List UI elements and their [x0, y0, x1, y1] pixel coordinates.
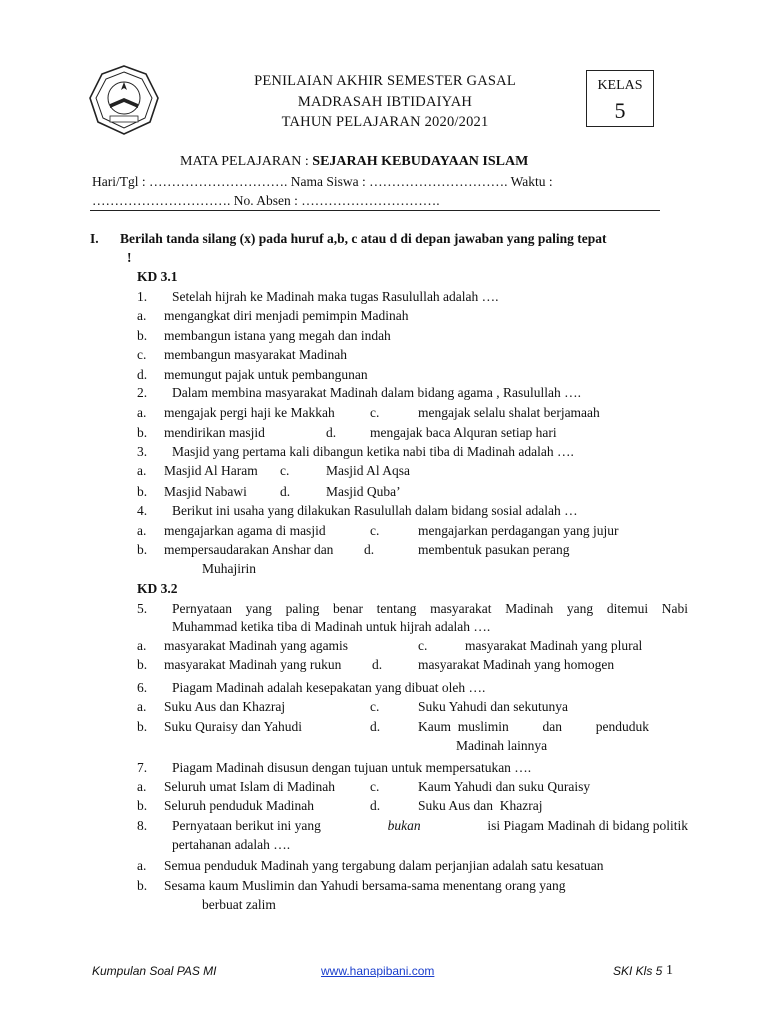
- q1-b-label: b.: [137, 328, 148, 343]
- section-instruction: Berilah tanda silang (x) pada huruf a,b, c atau d di depan jawaban yang paling tepat: [120, 231, 607, 246]
- q3-d-label: d.: [280, 484, 291, 499]
- q5-b-label: b.: [137, 657, 148, 672]
- q6-a: Suku Aus dan Khazraj: [164, 699, 286, 714]
- madrasah-logo: [88, 64, 160, 136]
- q8-text-line-2: pertahanan adalah ….: [172, 837, 291, 852]
- q8-b-continued: berbuat zalim: [202, 897, 276, 912]
- q5-a-label: a.: [137, 638, 147, 653]
- q1-c-label: c.: [137, 347, 147, 362]
- kelas-value: 5: [614, 98, 626, 123]
- footer-right: SKI Kls 5: [613, 964, 663, 978]
- q6-number: 6.: [137, 680, 148, 695]
- q3-text: Masjid yang pertama kali dibangun ketika nabi tiba di Madinah adalah ….: [172, 444, 574, 459]
- q4-number: 4.: [137, 503, 148, 518]
- q4-text: Berikut ini usaha yang dilakukan Rasulullah dalam bidang sosial adalah …: [172, 503, 578, 518]
- q5-text-line-1: Pernyataan yang paling benar tentang masyarakat Madinah yang ditemui Nabi: [172, 601, 688, 616]
- q1-a-label: a.: [137, 308, 147, 323]
- q2-b-label: b.: [137, 425, 148, 440]
- q4-a: mengajarkan agama di masjid: [164, 523, 326, 538]
- q5-c-label: c.: [418, 638, 428, 653]
- q7-c: Kaum Yahudi dan suku Quraisy: [418, 779, 591, 794]
- q2-a-label: a.: [137, 405, 147, 420]
- q7-number: 7.: [137, 760, 148, 775]
- q1-b: membangun istana yang megah dan indah: [164, 328, 391, 343]
- q1-d-label: d.: [137, 367, 148, 382]
- q3-a-label: a.: [137, 463, 147, 478]
- q3-c: Masjid Al Aqsa: [326, 463, 411, 478]
- q3-a: Masjid Al Haram: [164, 463, 258, 478]
- q2-b: mendirikan masjid: [164, 425, 265, 440]
- q6-text: Piagam Madinah adalah kesepakatan yang dibuat oleh ….: [172, 680, 486, 695]
- q7-b: Seluruh penduduk Madinah: [164, 798, 314, 813]
- q8-b: Sesama kaum Muslimin dan Yahudi bersama-sama menentang orang yang: [164, 878, 566, 893]
- q2-c: mengajak selalu shalat berjamaah: [418, 405, 600, 420]
- q5-text-line-2: Muhammad ketika tiba di Madinah untuk hijrah adalah ….: [172, 619, 491, 634]
- q1-d: memungut pajak untuk pembangunan: [164, 367, 368, 382]
- q6-c-label: c.: [370, 699, 380, 714]
- q8-text-pre: Pernyataan berikut ini yang: [172, 818, 321, 833]
- q3-d: Masjid Quba’: [326, 484, 401, 499]
- q7-text: Piagam Madinah disusun dengan tujuan untuk mempersatukan ….: [172, 760, 532, 775]
- q4-b-continued: Muhajirin: [202, 561, 256, 576]
- q2-number: 2.: [137, 385, 148, 400]
- q6-d-continued: Madinah lainnya: [456, 738, 548, 753]
- q1-c: membangun masyarakat Madinah: [164, 347, 347, 362]
- q5-d: masyarakat Madinah yang homogen: [418, 657, 615, 672]
- info-line-2: …………………………. No. Absen : ………………………….: [92, 193, 440, 208]
- kd-3-1: KD 3.1: [137, 269, 178, 284]
- header-line-1: PENILAIAN AKHIR SEMESTER GASAL: [254, 73, 516, 89]
- q4-b-label: b.: [137, 542, 148, 557]
- subject-line: [180, 154, 528, 170]
- q8-b-label: b.: [137, 878, 148, 893]
- q4-a-label: a.: [137, 523, 147, 538]
- q7-a: Seluruh umat Islam di Madinah: [164, 779, 335, 794]
- q7-d: Suku Aus dan Khazraj: [418, 798, 543, 813]
- q1-number: 1.: [137, 289, 148, 304]
- section-instruction-end: !: [127, 250, 132, 265]
- q5-c: masyarakat Madinah yang plural: [465, 638, 643, 653]
- q4-c-label: c.: [370, 523, 380, 538]
- q7-a-label: a.: [137, 779, 147, 794]
- q3-c-label: c.: [280, 463, 290, 478]
- q4-b: mempersaudarakan Anshar dan: [164, 542, 334, 557]
- q4-d-label: d.: [364, 542, 375, 557]
- info-line-1: Hari/Tgl : …………………………. Nama Siswa : …………………………. Waktu :: [92, 174, 553, 189]
- q8-a-label: a.: [137, 858, 147, 873]
- q5-d-label: d.: [372, 657, 383, 672]
- kelas-box: [586, 70, 654, 127]
- q7-c-label: c.: [370, 779, 380, 794]
- q2-d-label: d.: [326, 425, 337, 440]
- q8-text-post: isi Piagam Madinah di bidang politik: [487, 818, 688, 833]
- q6-a-label: a.: [137, 699, 147, 714]
- q6-b-label: b.: [137, 719, 148, 734]
- q5-b: masyarakat Madinah yang rukun: [164, 657, 342, 672]
- q6-b: Suku Quraisy dan Yahudi: [164, 719, 303, 734]
- q7-b-label: b.: [137, 798, 148, 813]
- q8-a: Semua penduduk Madinah yang tergabung dalam perjanjian adalah satu kesatuan: [164, 858, 604, 873]
- subject-name: SEJARAH KEBUDAYAAN ISLAM: [312, 154, 529, 169]
- page-number: 1: [666, 963, 673, 978]
- q2-d: mengajak baca Alquran setiap hari: [370, 425, 557, 440]
- header-line-2: MADRASAH IBTIDAIYAH: [297, 94, 473, 110]
- footer-left: Kumpulan Soal PAS MI: [92, 964, 217, 978]
- q3-b-label: b.: [137, 484, 148, 499]
- section-number: I.: [90, 231, 99, 246]
- q1-text: Setelah hijrah ke Madinah maka tugas Rasulullah adalah ….: [172, 289, 499, 304]
- q6-d-label: d.: [370, 719, 381, 734]
- q5-a: masyarakat Madinah yang agamis: [164, 638, 349, 653]
- q2-text: Dalam membina masyarakat Madinah dalam bidang agama , Rasulullah ….: [172, 385, 582, 400]
- q3-number: 3.: [137, 444, 148, 459]
- subject-label: MATA PELAJARAN :: [180, 154, 309, 169]
- q4-c: mengajarkan perdagangan yang jujur: [418, 523, 619, 538]
- q8-text-emphasis: bukan: [387, 818, 421, 833]
- q7-d-label: d.: [370, 798, 381, 813]
- kelas-label: KELAS: [597, 78, 643, 93]
- header-line-3: TAHUN PELAJARAN 2020/2021: [281, 114, 489, 130]
- q6-c: Suku Yahudi dan sekutunya: [418, 699, 569, 714]
- q6-d: Kaum muslimin dan penduduk: [418, 719, 649, 734]
- q4-d: membentuk pasukan perang: [418, 542, 570, 557]
- kd-3-2: KD 3.2: [137, 581, 178, 596]
- q8-number: 8.: [137, 818, 148, 833]
- q5-number: 5.: [137, 601, 148, 616]
- q8-text-line-1: [172, 818, 688, 834]
- q2-c-label: c.: [370, 405, 380, 420]
- q3-b: Masjid Nabawi: [164, 484, 247, 499]
- q2-a: mengajak pergi haji ke Makkah: [164, 405, 335, 420]
- footer-website-link[interactable]: www.hanapibani.com: [321, 964, 435, 978]
- q1-a: mengangkat diri menjadi pemimpin Madinah: [164, 308, 409, 323]
- header-divider: [90, 210, 660, 211]
